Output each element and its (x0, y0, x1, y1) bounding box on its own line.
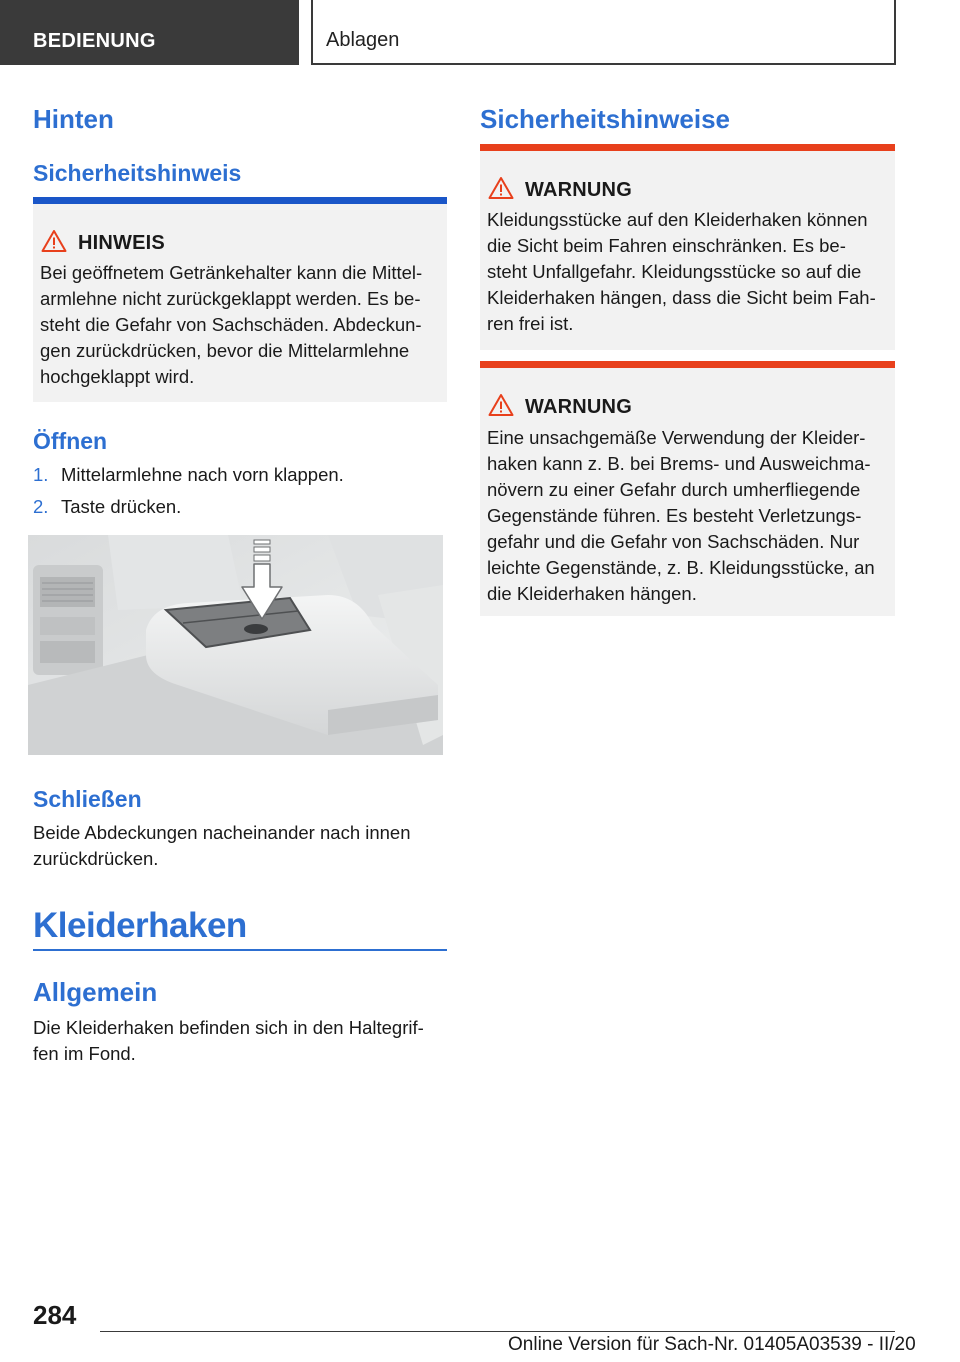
armrest-illustration (28, 535, 443, 755)
warnung-box-1 (480, 144, 895, 350)
list-item (33, 494, 181, 520)
warnung-line: die Kleiderhaken hängen. (487, 583, 697, 604)
warnung-line: die Sicht beim Fahren einschränken. Es be- (487, 235, 846, 256)
hinweis-line: hochgeklappt wird. (40, 366, 195, 387)
header-chapter-label: Ablagen (326, 29, 400, 51)
warnung-text (487, 207, 887, 337)
hinweis-line: steht die Gefahr von Sachschäden. Abdeckun- (40, 314, 422, 335)
warnung-line: ren frei ist. (487, 313, 574, 334)
hinweis-title: HINWEIS (78, 232, 165, 254)
hinweis-box (33, 197, 447, 402)
heading-schliessen: Schließen (33, 786, 142, 812)
warnung-line: haken kann z. B. bei Brems- und Ausweichma- (487, 453, 871, 474)
hinweis-line: gen zurückdrücken, bevor die Mittelarmlehne (40, 340, 410, 361)
warnung-line: növern zu einer Gefahr durch umherfliegende (487, 479, 861, 500)
section-divider (33, 949, 447, 951)
schliessen-line: zurückdrücken. (33, 848, 159, 869)
warnung-line: Kleiderhaken hängen, dass die Sicht beim Fah- (487, 287, 876, 308)
list-item (33, 462, 344, 488)
warnung-line: Eine unsachgemäße Verwendung der Kleider- (487, 427, 866, 448)
warnung-line: Gegenstände führen. Es besteht Verletzungs- (487, 505, 862, 526)
heading-kleiderhaken: Kleiderhaken (33, 906, 247, 945)
step-text: Mittelarmlehne nach vorn klappen. (61, 464, 344, 485)
heading-sicherheitshinweis: Sicherheitshinweis (33, 160, 242, 186)
header-section-tab (0, 0, 299, 65)
schliessen-text (33, 820, 447, 872)
hinweis-line: Bei geöffnetem Getränkehalter kann die Mittel- (40, 262, 423, 283)
step-number: 2. (33, 496, 49, 517)
schliessen-line: Beide Abdeckungen nacheinander nach innen (33, 822, 411, 843)
warning-triangle-icon (488, 176, 514, 200)
warnung-line: gefahr und die Gefahr von Sachschäden. Nur (487, 531, 860, 552)
page-number: 284 (33, 1300, 77, 1330)
allgemein-line: Die Kleiderhaken befinden sich in den Haltegrif- (33, 1017, 424, 1038)
header-chapter-tab (311, 0, 896, 65)
heading-oeffnen: Öffnen (33, 428, 108, 454)
heading-sicherheitshinweise: Sicherheitshinweise (480, 104, 730, 134)
allgemein-text (33, 1015, 447, 1067)
step-text: Taste drücken. (61, 496, 182, 517)
hinweis-text (40, 260, 439, 390)
heading-allgemein: Allgemein (33, 977, 158, 1007)
armrest-drawing (28, 535, 443, 755)
heading-hinten: Hinten (33, 104, 114, 134)
warnung-title: WARNUNG (525, 179, 632, 201)
warnung-line: steht Unfallgefahr. Kleidungsstücke so auf die (487, 261, 862, 282)
step-number: 1. (33, 464, 49, 485)
warning-triangle-icon (488, 393, 514, 417)
warning-triangle-icon (41, 229, 67, 253)
warnung-line: Kleidungsstücke auf den Kleiderhaken können (487, 209, 868, 230)
warnung-line: leichte Gegenstände, z. B. Kleidungsstücke, an (487, 557, 875, 578)
warnung-title: WARNUNG (525, 396, 632, 418)
warnung-box-2 (480, 361, 895, 616)
footer-rule (100, 1331, 895, 1332)
header-section-label: BEDIENUNG (33, 30, 156, 52)
hinweis-line: armlehne nicht zurückgeklappt werden. Es be- (40, 288, 421, 309)
allgemein-line: fen im Fond. (33, 1043, 136, 1064)
online-version-note: Online Version für Sach-Nr. 01405A03539 - II/20 (508, 1334, 916, 1355)
warnung-text (487, 425, 887, 607)
